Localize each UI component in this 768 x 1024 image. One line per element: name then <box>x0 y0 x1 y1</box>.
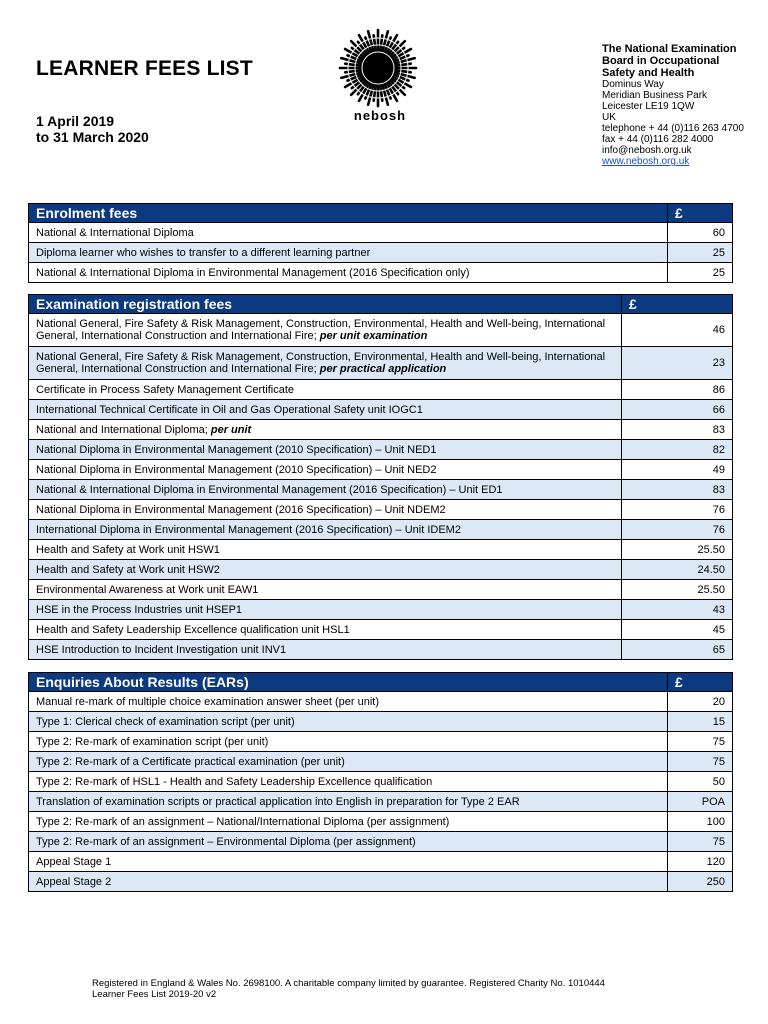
fee-amount: 76 <box>622 500 733 520</box>
fee-amount: 24.50 <box>622 560 733 580</box>
fee-label: International Technical Certificate in Oil and Gas Operational Safety unit IOGC1 <box>29 400 622 420</box>
fax: fax + 44 (0)116 282 4000 <box>602 134 714 145</box>
fee-amount: POA <box>668 792 733 812</box>
table-row <box>29 712 733 732</box>
fee-label-text: National General, Fire Safety & Risk Management, Construction, Environmental, Health and Well-being, International General, International Construction and International Fire; <box>36 318 606 342</box>
enrolment-fees-table <box>28 203 733 283</box>
fee-label: National Diploma in Environmental Management (2016 Specification) – Unit NDEM2 <box>29 500 622 520</box>
table-row <box>29 347 733 380</box>
fee-amount: 86 <box>622 380 733 400</box>
fee-label-text: National and International Diploma; <box>36 423 208 436</box>
fee-amount: 50 <box>668 772 733 792</box>
table-row <box>29 400 733 420</box>
fee-label: HSE Introduction to Incident Investigation unit INV1 <box>29 640 622 660</box>
fee-amount: 76 <box>622 520 733 540</box>
table-row <box>29 420 733 440</box>
fee-amount: 15 <box>668 712 733 732</box>
fee-amount: 20 <box>668 692 733 712</box>
fee-label: National Diploma in Environmental Management (2010 Specification) – Unit NED1 <box>29 440 622 460</box>
org-name-2: Board in Occupational <box>602 55 720 67</box>
fee-amount: 25 <box>668 243 733 263</box>
table-row <box>29 520 733 540</box>
table-row <box>29 263 733 283</box>
table-row <box>29 223 733 243</box>
fee-amount: 100 <box>668 812 733 832</box>
fee-label: Translation of examination scripts or practical application into English in preparation for Type 2 EAR <box>29 792 668 812</box>
table-row <box>29 852 733 872</box>
fee-amount: 250 <box>668 872 733 892</box>
fee-label-text: National General, Fire Safety & Risk Management, Construction, Environmental, Health and Well-being, International General, International Construction and International Fire; <box>36 351 606 375</box>
table-row <box>29 243 733 263</box>
currency-symbol: £ <box>668 673 733 692</box>
table-row <box>29 732 733 752</box>
fee-label: Environmental Awareness at Work unit EAW1 <box>29 580 622 600</box>
table-row <box>29 460 733 480</box>
address-line: UK <box>602 112 616 123</box>
fee-amount: 75 <box>668 732 733 752</box>
fee-label: International Diploma in Environmental Management (2016 Specification) – Unit IDEM2 <box>29 520 622 540</box>
fee-label: National & International Diploma in Environmental Management (2016 Specification only) <box>29 263 668 283</box>
website-link[interactable]: www.nebosh.org.uk <box>602 156 690 167</box>
fee-amount: 75 <box>668 752 733 772</box>
examination-fees-table <box>28 294 733 660</box>
fee-label <box>29 420 622 440</box>
fee-amount: 120 <box>668 852 733 872</box>
fee-label: Appeal Stage 2 <box>29 872 668 892</box>
table-header <box>29 295 733 314</box>
table-row <box>29 314 733 347</box>
fee-label: National & International Diploma in Environmental Management (2016 Specification) – Unit ED1 <box>29 480 622 500</box>
fee-amount: 23 <box>622 347 733 380</box>
telephone: telephone + 44 (0)116 263 4700 <box>602 123 744 134</box>
fee-label: Type 2: Re-mark of an assignment – National/International Diploma (per assignment) <box>29 812 668 832</box>
fee-amount: 49 <box>622 460 733 480</box>
fee-label: Type 2: Re-mark of an assignment – Environmental Diploma (per assignment) <box>29 832 668 852</box>
currency-symbol: £ <box>668 204 733 223</box>
fee-label <box>29 314 622 347</box>
fee-label: Type 2: Re-mark of examination script (per unit) <box>29 732 668 752</box>
table-row <box>29 540 733 560</box>
table-row <box>29 640 733 660</box>
fee-label: Health and Safety Leadership Excellence qualification unit HSL1 <box>29 620 622 640</box>
table-row <box>29 600 733 620</box>
fee-label: Diploma learner who wishes to transfer to a different learning partner <box>29 243 668 263</box>
fee-label: Health and Safety at Work unit HSW2 <box>29 560 622 580</box>
table-row <box>29 692 733 712</box>
fee-amount: 83 <box>622 480 733 500</box>
fee-amount: 60 <box>668 223 733 243</box>
table-row <box>29 772 733 792</box>
address-line: Meridian Business Park <box>602 90 708 101</box>
fee-label: Health and Safety at Work unit HSW1 <box>29 540 622 560</box>
fee-label-qualifier: per unit examination <box>316 330 428 342</box>
table-row <box>29 440 733 460</box>
organisation-contact <box>602 43 744 167</box>
table-row <box>29 560 733 580</box>
footer-registration: Registered in England & Wales No. 2698100. A charitable company limited by guarantee. Registered Charity No. 1010444 <box>92 978 605 989</box>
table-row <box>29 872 733 892</box>
org-name-3: Safety and Health <box>602 67 695 79</box>
table-row <box>29 480 733 500</box>
section-heading: Enrolment fees <box>29 204 668 223</box>
fee-amount: 83 <box>622 420 733 440</box>
fee-label: Manual re-mark of multiple choice examination answer sheet (per unit) <box>29 692 668 712</box>
page-title: LEARNER FEES LIST <box>36 57 253 80</box>
table-row <box>29 380 733 400</box>
section-heading: Examination registration fees <box>29 295 622 314</box>
fee-label: Type 2: Re-mark of HSL1 - Health and Safety Leadership Excellence qualification <box>29 772 668 792</box>
fee-amount: 25.50 <box>622 540 733 560</box>
footer-version: Learner Fees List 2019-20 v2 <box>92 989 217 1000</box>
table-row <box>29 500 733 520</box>
fee-amount: 46 <box>622 314 733 347</box>
org-name-1: The National Examination <box>602 43 737 55</box>
ears-fees-table <box>28 672 733 892</box>
date-to: to 31 March 2020 <box>36 129 149 145</box>
fee-label: National & International Diploma <box>29 223 668 243</box>
fee-amount: 75 <box>668 832 733 852</box>
fee-amount: 66 <box>622 400 733 420</box>
footer <box>92 978 605 1000</box>
table-row <box>29 620 733 640</box>
fee-amount: 25 <box>668 263 733 283</box>
fee-amount: 65 <box>622 640 733 660</box>
fee-label: Appeal Stage 1 <box>29 852 668 872</box>
table-row <box>29 812 733 832</box>
table-header <box>29 204 733 223</box>
fee-label: Certificate in Process Safety Management Certificate <box>29 380 622 400</box>
table-row <box>29 832 733 852</box>
section-heading: Enquiries About Results (EARs) <box>29 673 668 692</box>
logo-text: nebosh <box>353 108 407 123</box>
email: info@nebosh.org.uk <box>602 145 692 156</box>
fee-label <box>29 347 622 380</box>
fee-label: Type 1: Clerical check of examination script (per unit) <box>29 712 668 732</box>
fee-label: HSE in the Process Industries unit HSEP1 <box>29 600 622 620</box>
fee-amount: 43 <box>622 600 733 620</box>
table-header <box>29 673 733 692</box>
table-row <box>29 792 733 812</box>
currency-symbol: £ <box>622 295 733 314</box>
fee-amount: 82 <box>622 440 733 460</box>
fee-label: National Diploma in Environmental Management (2010 Specification) – Unit NED2 <box>29 460 622 480</box>
fee-amount: 25.50 <box>622 580 733 600</box>
table-row <box>29 580 733 600</box>
fee-amount: 45 <box>622 620 733 640</box>
fee-label-qualifier: per practical application <box>316 363 447 375</box>
table-row <box>29 752 733 772</box>
date-from: 1 April 2019 <box>36 113 115 129</box>
fee-label-qualifier: per unit <box>207 423 252 436</box>
address-line: Dominus Way <box>602 79 664 90</box>
fee-label: Type 2: Re-mark of a Certificate practical examination (per unit) <box>29 752 668 772</box>
address-line: Leicester LE19 1QW <box>602 101 695 112</box>
